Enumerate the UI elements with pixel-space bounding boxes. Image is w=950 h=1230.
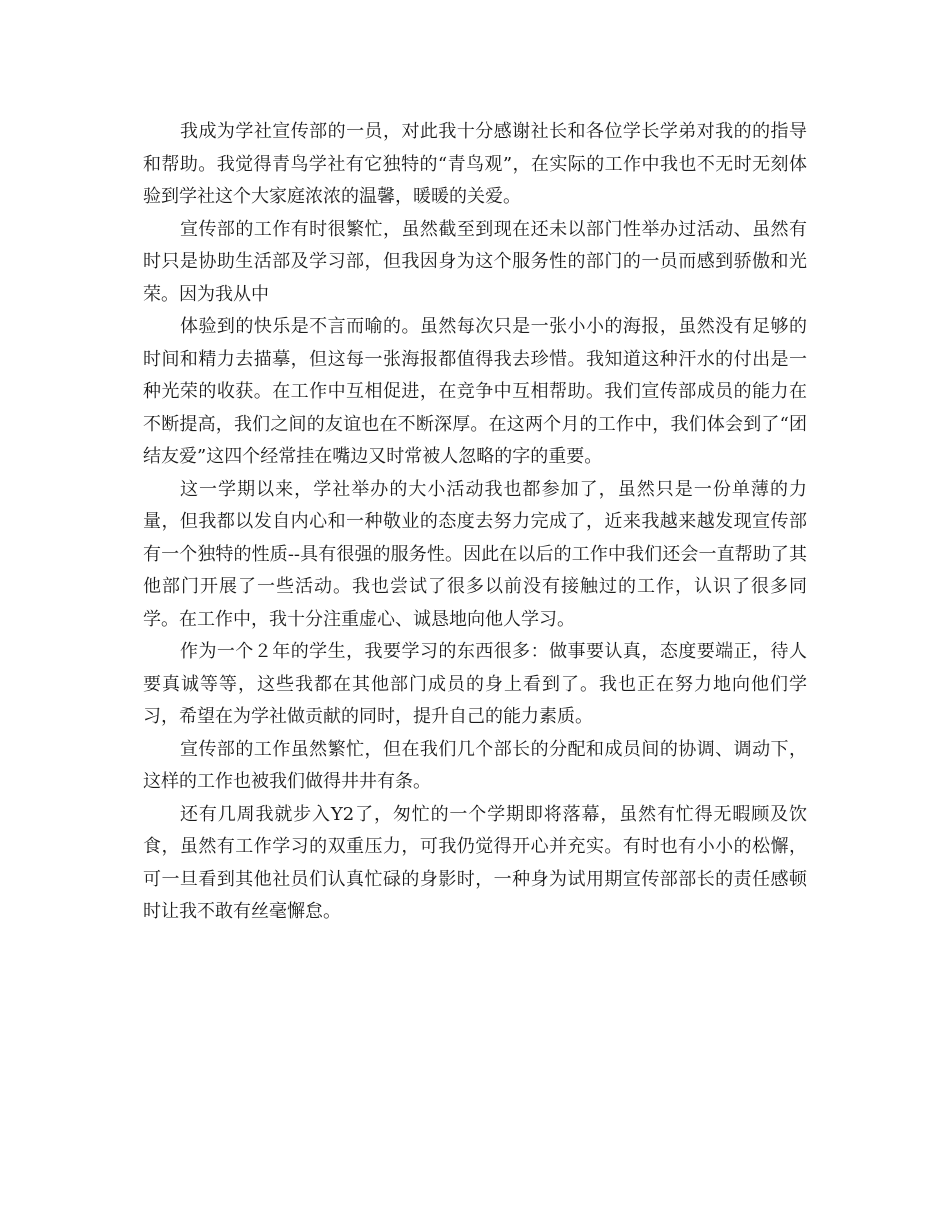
paragraph-2: 宣传部的工作有时很繁忙，虽然截至到现在还未以部门性举办过活动、虽然有时只是协助生活部及学习部，但我因身为这个服务性的部门的一员而感到骄傲和光荣。因为我从中 — [143, 218, 807, 305]
paragraph-3: 体验到的快乐是不言而喻的。虽然每次只是一张小小的海报，虽然没有足够的时间和精力去描摹，但这每一张海报都值得我去珍惜。我知道这种汗水的付出是一种光荣的收获。在工作中互相促进，在竞争中互相帮助。我们宣传部成员的能力在不断提高，我们之间的友谊也在不断深厚。在这两个月的工作中，我们体会到了“团结友爱”这四个经常挂在嘴边又时常被人忽略的字的重要。 — [143, 316, 807, 467]
paragraph-7: 还有几周我就步入Y2了，匆忙的一个学期即将落幕，虽然有忙得无暇顾及饮食，虽然有工作学习的双重压力，可我仍觉得开心并充实。有时也有小小的松懈，可一旦看到其他社员们认真忙碌的身影时，一种身为试用期宣传部部长的责任感顿时让我不敢有丝毫懈怠。 — [143, 803, 807, 922]
paragraph-5: 作为一个２年的学生，我要学习的东西很多：做事要认真，态度要端正，待人要真诚等等，这些我都在其他部门成员的身上看到了。我也正在努力地向他们学习，希望在为学社做贡献的同时，提升自己的能力素质。 — [143, 641, 807, 727]
paragraph-1: 我成为学社宣传部的一员，对此我十分感谢社长和各位学长学弟对我的的指导和帮助。我觉得青鸟学社有它独特的“青鸟观”，在实际的工作中我也不无时无刻体验到学社这个大家庭浓浓的温馨，暖暖的关爱。 — [143, 121, 807, 207]
paragraph-4: 这一学期以来，学社举办的大小活动我也都参加了，虽然只是一份单薄的力量，但我都以发自内心和一种敬业的态度去努力完成了，近来我越来越发现宣传部有一个独特的性质--具有很强的服务性。因此在以后的工作中我们还会一直帮助了其他部门开展了一些活动。我也尝试了很多以前没有接触过的工作，认识了很多同学。在工作中，我十分注重虚心、诚恳地向他人学习。 — [143, 478, 807, 630]
document-body — [143, 116, 807, 929]
paragraph-6: 宣传部的工作虽然繁忙，但在我们几个部长的分配和成员间的协调、调动下，这样的工作也被我们做得井井有条。 — [143, 738, 807, 792]
